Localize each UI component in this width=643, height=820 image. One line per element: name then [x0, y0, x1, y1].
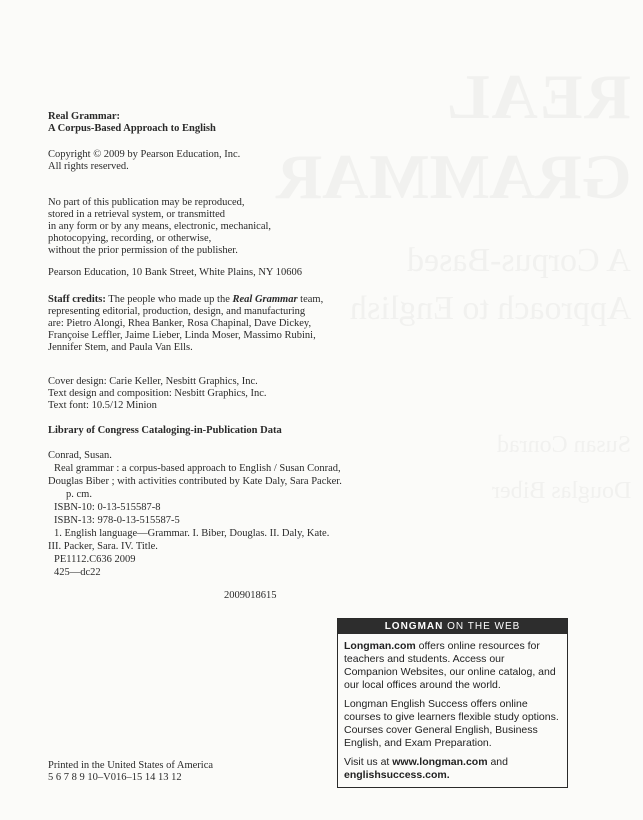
- cip-line: III. Packer, Sara. IV. Title.: [48, 541, 158, 552]
- cip-heading: Library of Congress Cataloging-in-Publication Data: [48, 425, 282, 436]
- cip-line: Douglas Biber ; with activities contributed by Kate Daly, Sara Packer.: [48, 476, 342, 487]
- longman-url-link[interactable]: www.longman.com: [392, 756, 488, 768]
- staff-credits: [48, 294, 323, 354]
- cip-line: ISBN-13: 978-0-13-515587-5: [54, 515, 180, 526]
- longman-box-header-rest: ON THE WEB: [443, 621, 521, 632]
- ghost-subtitle-line1: A Corpus-Based: [407, 242, 631, 279]
- longman-link[interactable]: Longman.com: [344, 640, 416, 652]
- book-title-block: [48, 111, 216, 135]
- cip-line: p. cm.: [66, 489, 92, 500]
- copyright-line1: Copyright © 2009 by Pearson Education, Inc.: [48, 149, 241, 160]
- longman-box-header-brand: LONGMAN: [384, 621, 444, 632]
- cip-line: ISBN-10: 0-13-515587-8: [54, 502, 161, 513]
- longman-box-p1-text: offers online resources for teachers and students. Access our Companion Websites, our online catalog, and our local offices around the world.: [344, 640, 556, 691]
- printed-in: Printed in the United States of America: [48, 760, 214, 771]
- ghost-subtitle-line2: Approach to English: [349, 290, 631, 327]
- rights-notice: No part of this publication may be reproduced, stored in a retrieval system, or transmitted in any form or by any means, electronic, mechanical, photocopying, recording, or otherwise, without the prior permission of the publisher.: [48, 197, 272, 256]
- copyright-line2: All rights reserved.: [48, 161, 129, 172]
- cip-line: PE1112.C636 2009: [54, 554, 136, 565]
- copyright-block: [48, 149, 240, 173]
- publisher-address: Pearson Education, 10 Bank Street, White Plains, NY 10606: [48, 267, 303, 278]
- longman-box-paragraph-1: [344, 640, 561, 692]
- cip-line: 425—dc22: [54, 567, 101, 578]
- lc-control-number: 2009018615: [224, 590, 277, 601]
- staff-credits-text-after: team, representing editorial, production, design, and manufacturing are: Pietro Alongi, Rhea Banker, Rosa Chapinal, Dave Dickey, Françoise Leffler, Jaime Lieber, Linda Moser, Massimo Rubini, Jennifer Stem, and Paula Van Ells.: [48, 294, 324, 353]
- staff-credits-label: Staff credits:: [48, 294, 106, 305]
- text-design-credit: Text design and composition: Nesbitt Graphics, Inc.: [48, 388, 267, 399]
- design-credits: [48, 376, 267, 412]
- book-title-line2: A Corpus-Based Approach to English: [48, 123, 216, 134]
- print-line: 5 6 7 8 9 10–V016–15 14 13 12: [48, 772, 182, 783]
- longman-box-p3-text: Visit us at: [344, 756, 393, 768]
- cover-design-credit: Cover design: Carie Keller, Nesbitt Graphics, Inc.: [48, 376, 258, 387]
- longman-box-paragraph-2: Longman English Success offers online courses to give learners flexible study options. Courses cover General English, Business English, and Exam Preparation.: [344, 698, 559, 749]
- staff-credits-book-title: Real Grammar: [232, 294, 298, 305]
- cip-record: [48, 449, 342, 579]
- longman-box-header: [338, 619, 567, 634]
- book-title-line1: Real Grammar:: [48, 111, 121, 122]
- staff-credits-text-before: The people who made up the: [105, 294, 233, 305]
- ghost-author1: Susan Conrad: [497, 432, 631, 458]
- longman-box-body: [338, 634, 567, 782]
- longman-box-p3-mid: and: [487, 756, 508, 768]
- ghost-title-line2: GRAMMAR: [275, 141, 631, 212]
- printing-info: [48, 760, 213, 784]
- ghost-author2: Douglas Biber: [491, 478, 631, 504]
- cip-line: Conrad, Susan.: [48, 450, 112, 461]
- ghost-title-line1: REAL: [445, 61, 631, 132]
- cip-line: 1. English language—Grammar. I. Biber, Douglas. II. Daly, Kate.: [54, 528, 330, 539]
- cip-line: Real grammar : a corpus-based approach to English / Susan Conrad,: [54, 463, 341, 474]
- englishsuccess-url-link[interactable]: englishsuccess.com.: [344, 769, 450, 781]
- text-font-credit: Text font: 10.5/12 Minion: [48, 400, 157, 411]
- longman-on-the-web-box: [337, 618, 568, 788]
- longman-box-paragraph-3: [344, 756, 561, 782]
